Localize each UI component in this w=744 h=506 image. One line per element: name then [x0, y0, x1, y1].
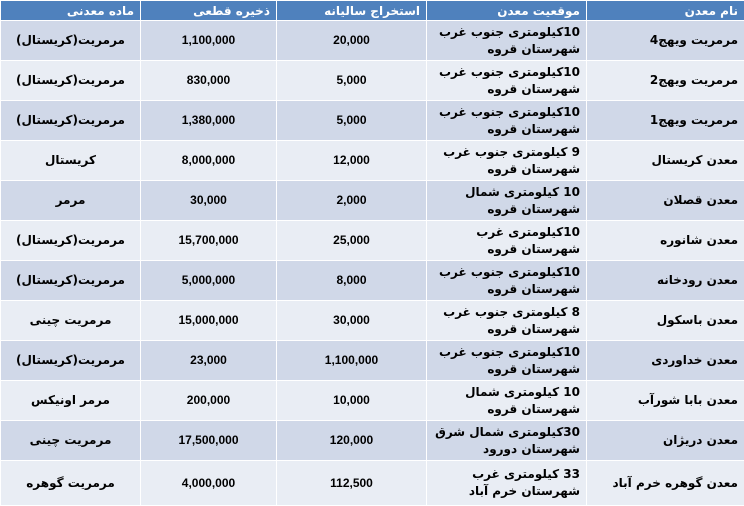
- cell-material: مرمریت چینی: [1, 301, 141, 341]
- cell-reserve: 30,000: [141, 181, 277, 221]
- header-name: نام معدن: [587, 1, 744, 21]
- cell-name: معدن باسکول: [587, 301, 744, 341]
- cell-location: 30کیلومتری شمال شرق شهرستان دورود: [427, 421, 587, 461]
- cell-name: معدن خداوردی: [587, 341, 744, 381]
- cell-reserve: 15,700,000: [141, 221, 277, 261]
- cell-reserve: 1,380,000: [141, 101, 277, 141]
- cell-name: مرمریت ویهج2: [587, 61, 744, 101]
- table-row: [1, 341, 744, 381]
- cell-name: معدن دریژان: [587, 421, 744, 461]
- cell-location: 10کیلومتری جنوب غرب شهرستان قروه: [427, 341, 587, 381]
- header-material: ماده معدنی: [1, 1, 141, 21]
- cell-extraction: 120,000: [277, 421, 427, 461]
- table-row: [1, 301, 744, 341]
- cell-extraction: 5,000: [277, 61, 427, 101]
- cell-location: 10 کیلومتری شمال شهرستان قروه: [427, 181, 587, 221]
- cell-location: 33 کیلومتری غرب شهرستان خرم آباد: [427, 461, 587, 506]
- cell-reserve: 4,000,000: [141, 461, 277, 506]
- cell-reserve: 5,000,000: [141, 261, 277, 301]
- cell-reserve: 830,000: [141, 61, 277, 101]
- cell-name: معدن رودخانه: [587, 261, 744, 301]
- cell-name: معدن کریستال: [587, 141, 744, 181]
- cell-name: معدن گوهره خرم آباد: [587, 461, 744, 506]
- table-row: [1, 381, 744, 421]
- cell-extraction: 5,000: [277, 101, 427, 141]
- cell-reserve: 17,500,000: [141, 421, 277, 461]
- header-location: موقعیت معدن: [427, 1, 587, 21]
- cell-material: مرمریت(کریستال): [1, 261, 141, 301]
- cell-reserve: 1,100,000: [141, 21, 277, 61]
- table-row: [1, 101, 744, 141]
- table-row: [1, 261, 744, 301]
- cell-extraction: 112,500: [277, 461, 427, 506]
- cell-extraction: 10,000: [277, 381, 427, 421]
- cell-location: 10کیلومتری جنوب غرب شهرستان قروه: [427, 61, 587, 101]
- cell-location: 10کیلومتری غرب شهرستان قروه: [427, 221, 587, 261]
- table-row: [1, 61, 744, 101]
- cell-material: مرمریت گوهره: [1, 461, 141, 506]
- cell-location: 8 کیلومتری جنوب غرب شهرستان قروه: [427, 301, 587, 341]
- cell-location: 10کیلومتری جنوب غرب شهرستان قروه: [427, 261, 587, 301]
- table-row: [1, 141, 744, 181]
- cell-material: مرمریت(کریستال): [1, 341, 141, 381]
- cell-material: مرمر: [1, 181, 141, 221]
- cell-location: 10کیلومتری جنوب غرب شهرستان قروه: [427, 21, 587, 61]
- cell-name: معدن بابا شورآب: [587, 381, 744, 421]
- cell-material: مرمریت(کریستال): [1, 221, 141, 261]
- cell-name: معدن قصلان: [587, 181, 744, 221]
- table-row: [1, 21, 744, 61]
- cell-material: مرمریت(کریستال): [1, 101, 141, 141]
- cell-reserve: 200,000: [141, 381, 277, 421]
- cell-material: مرمریت چینی: [1, 421, 141, 461]
- cell-extraction: 8,000: [277, 261, 427, 301]
- cell-extraction: 2,000: [277, 181, 427, 221]
- cell-material: مرمریت(کریستال): [1, 21, 141, 61]
- table-row: [1, 221, 744, 261]
- cell-name: مرمریت ویهج4: [587, 21, 744, 61]
- cell-reserve: 23,000: [141, 341, 277, 381]
- cell-name: معدن شانوره: [587, 221, 744, 261]
- cell-material: کریستال: [1, 141, 141, 181]
- table-row: [1, 181, 744, 221]
- cell-material: مرمریت(کریستال): [1, 61, 141, 101]
- cell-reserve: 8,000,000: [141, 141, 277, 181]
- cell-reserve: 15,000,000: [141, 301, 277, 341]
- cell-extraction: 20,000: [277, 21, 427, 61]
- cell-location: 10کیلومتری جنوب غرب شهرستان قروه: [427, 101, 587, 141]
- cell-name: مرمریت ویهج1: [587, 101, 744, 141]
- header-reserve: ذخیره قطعی: [141, 1, 277, 21]
- cell-material: مرمر اونیکس: [1, 381, 141, 421]
- header-extraction: استخراج سالیانه: [277, 1, 427, 21]
- cell-location: 9 کیلومتری جنوب غرب شهرستان قروه: [427, 141, 587, 181]
- table-row: [1, 421, 744, 461]
- cell-extraction: 12,000: [277, 141, 427, 181]
- cell-extraction: 30,000: [277, 301, 427, 341]
- cell-location: 10 کیلومتری شمال شهرستان قروه: [427, 381, 587, 421]
- cell-extraction: 25,000: [277, 221, 427, 261]
- table-row: [1, 461, 744, 506]
- cell-extraction: 1,100,000: [277, 341, 427, 381]
- header-row: [1, 1, 744, 21]
